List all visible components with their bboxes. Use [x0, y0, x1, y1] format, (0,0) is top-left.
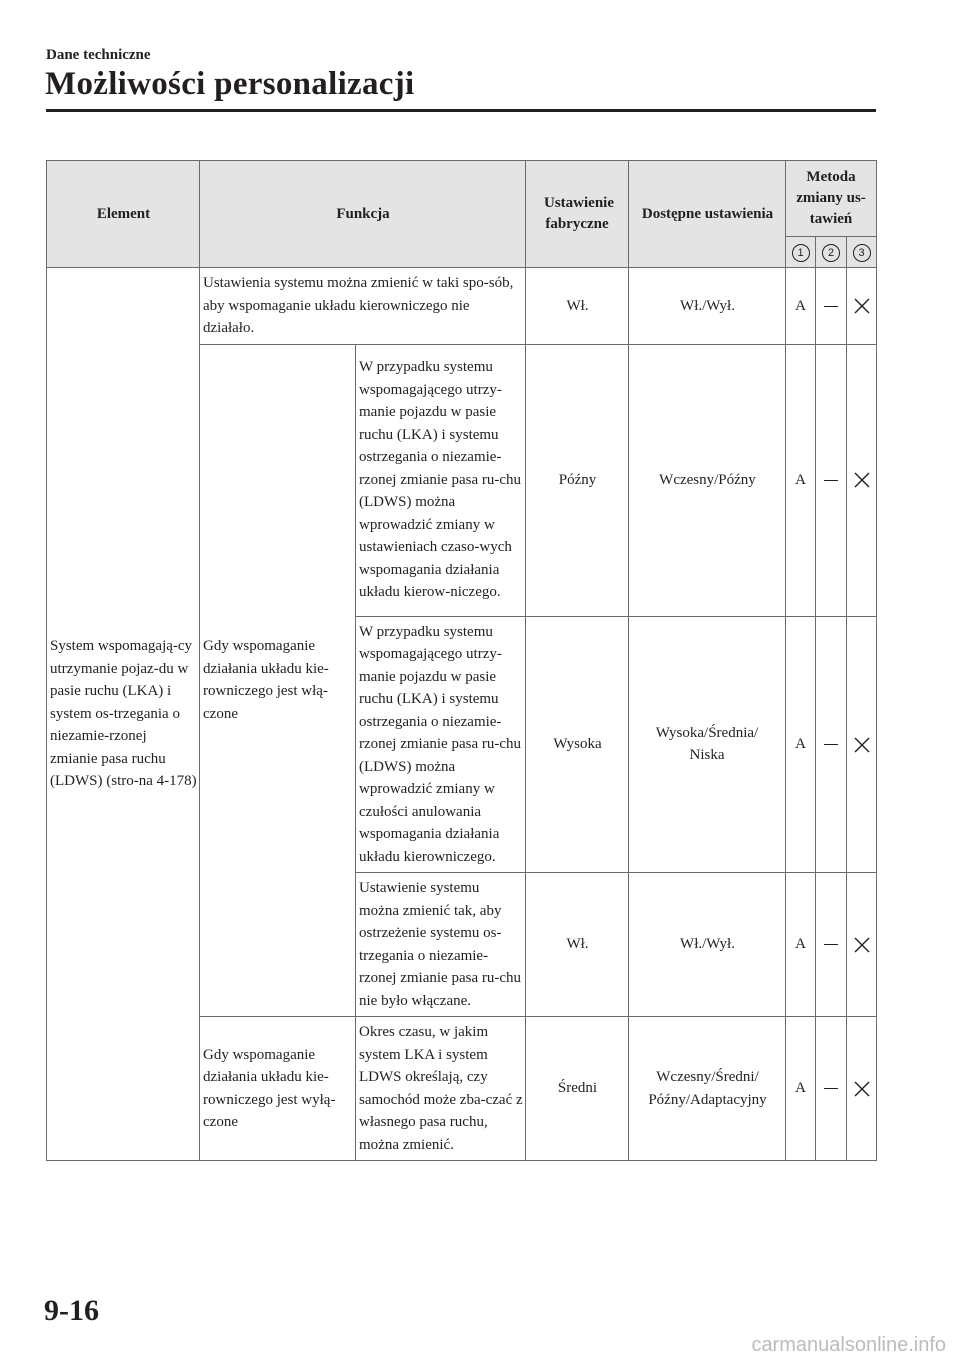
- method-1-header: [786, 237, 816, 268]
- method-2-cell: [816, 616, 847, 873]
- method-2-cell: [816, 1017, 847, 1161]
- method-2-header: [816, 237, 847, 268]
- dash-icon: [824, 944, 838, 945]
- header-element: Element: [47, 161, 200, 268]
- method-1-badge: 1: [792, 244, 810, 262]
- page-title: Możliwości personalizacji: [45, 66, 415, 102]
- method-3-cell: [847, 344, 877, 616]
- method-3-cell: [847, 616, 877, 873]
- factory-cell: Wł.: [526, 873, 629, 1017]
- section-label: Dane techniczne: [46, 47, 151, 63]
- method-2-cell: [816, 268, 847, 345]
- group-disabled-cell: Gdy wspomaganie działania układu kie-rowniczego jest wyłą-czone: [200, 1017, 356, 1161]
- available-cell: Wczesny/Późny: [629, 344, 786, 616]
- dash-icon: [824, 306, 838, 307]
- function-cell: Ustawienie systemu można zmienić tak, aby ostrzeżenie systemu os-trzegania o niezamie-rzonej zmianie pasa ru-chu nie było włączane.: [356, 873, 526, 1017]
- method-3-cell: [847, 873, 877, 1017]
- method-1-cell: A: [786, 268, 816, 345]
- method-1-cell: A: [786, 616, 816, 873]
- x-mark-icon: [853, 297, 871, 315]
- function-cell: Okres czasu, w jakim system LKA i system LDWS określają, czy samochód może zba-czać z własnego pasa ruchu, można zmienić.: [356, 1017, 526, 1161]
- method-3-cell: [847, 1017, 877, 1161]
- method-2-cell: [816, 344, 847, 616]
- method-1-cell: A: [786, 1017, 816, 1161]
- available-cell: Wł./Wył.: [629, 268, 786, 345]
- element-cell: System wspomagają-cy utrzymanie pojaz-du w pasie ruchu (LKA) i system os-trzegania o niezamie-rzonej zmianie pasa ruchu (LDWS) (stro-na 4-178): [47, 268, 200, 1161]
- dash-icon: [824, 744, 838, 745]
- factory-cell: Średni: [526, 1017, 629, 1161]
- header-factory-setting: Ustawienie fabryczne: [526, 161, 629, 268]
- title-rule: [46, 109, 876, 112]
- available-cell: Wł./Wył.: [629, 873, 786, 1017]
- available-cell: Wczesny/Średni/ Późny/Adaptacyjny: [629, 1017, 786, 1161]
- table-row: [47, 268, 877, 345]
- header-change-method: Metoda zmiany us-tawień: [786, 161, 877, 237]
- method-1-cell: A: [786, 344, 816, 616]
- group-enabled-cell: Gdy wspomaganie działania układu kie-rowniczego jest włą-czone: [200, 344, 356, 1017]
- x-mark-icon: [853, 471, 871, 489]
- watermark: carmanualsonline.info: [751, 1334, 946, 1356]
- method-3-cell: [847, 268, 877, 345]
- factory-cell: Wł.: [526, 268, 629, 345]
- method-3-header: [847, 237, 877, 268]
- function-cell: Ustawienia systemu można zmienić w taki spo-sób, aby wspomaganie układu kierowniczego nie działało.: [200, 268, 526, 345]
- dash-icon: [824, 1088, 838, 1089]
- x-mark-icon: [853, 736, 871, 754]
- x-mark-icon: [853, 1080, 871, 1098]
- factory-cell: Wysoka: [526, 616, 629, 873]
- page-number: 9-16: [44, 1294, 99, 1327]
- function-cell: W przypadku systemu wspomagającego utrzy-manie pojazdu w pasie ruchu (LKA) i systemu ostrzegania o niezamie-rzonej zmianie pasa ru-chu (LDWS) można wprowadzić zmiany w czułości anulowania wspomagania działania układu kierowniczego.: [356, 616, 526, 873]
- method-3-badge: 3: [853, 244, 871, 262]
- method-2-badge: 2: [822, 244, 840, 262]
- method-1-cell: A: [786, 873, 816, 1017]
- factory-cell: Późny: [526, 344, 629, 616]
- dash-icon: [824, 480, 838, 481]
- method-2-cell: [816, 873, 847, 1017]
- header-function: Funkcja: [200, 161, 526, 268]
- available-cell: Wysoka/Średnia/ Niska: [629, 616, 786, 873]
- header-available-settings: Dostępne ustawienia: [629, 161, 786, 268]
- function-cell: W przypadku systemu wspomagającego utrzy-manie pojazdu w pasie ruchu (LKA) i systemu ostrzegania o niezamie-rzonej zmianie pasa ru-chu (LDWS) można wprowadzić zmiany w ustawieniach czaso-wych wspomagania działania układu kierow-niczego.: [356, 344, 526, 616]
- customization-table: [46, 160, 877, 1161]
- x-mark-icon: [853, 936, 871, 954]
